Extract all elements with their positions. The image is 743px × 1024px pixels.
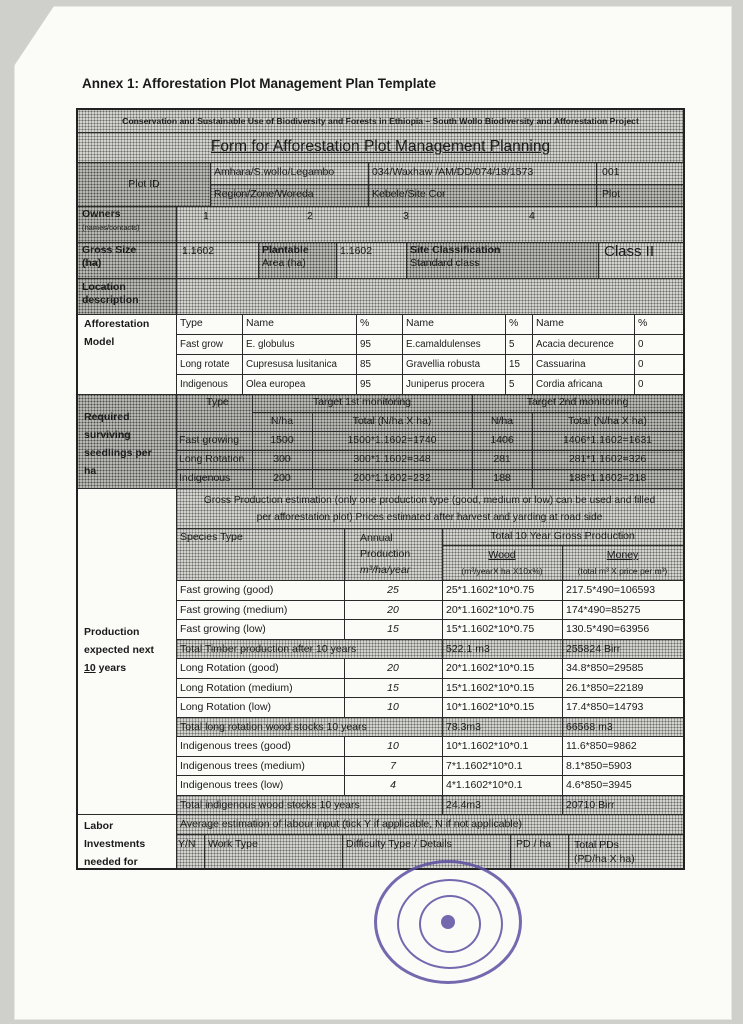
annual-header xyxy=(344,528,442,580)
region-label: Region/Zone/Woreda xyxy=(210,184,368,206)
location-label xyxy=(78,278,176,314)
model-cell: Cupresusa lusitanica xyxy=(246,359,337,370)
owner-slot-4: 4 xyxy=(529,210,535,222)
form-title xyxy=(78,132,683,162)
production-label-2: expected next xyxy=(84,644,155,656)
seed-target1: Target 1st monitoring xyxy=(312,396,412,408)
site-classification xyxy=(406,242,598,278)
prod-species: Fast growing (low) xyxy=(180,623,266,635)
prod-annual: 25 xyxy=(387,584,399,596)
model-title-2: Model xyxy=(84,336,115,348)
class-value: Class II xyxy=(598,242,683,278)
prod-money: 130.5*490=63956 xyxy=(566,623,650,635)
folded-corner xyxy=(14,6,54,66)
region-value: Amhara/S.wollo/Legambo xyxy=(210,162,368,184)
site-class-title: Site Classification xyxy=(410,244,501,256)
production-rows xyxy=(176,580,683,814)
seedlings-label xyxy=(78,394,176,488)
seed-cell: 188 xyxy=(493,472,511,484)
money-header xyxy=(562,545,683,580)
total-header: Total 10 Year Gross Production xyxy=(442,528,683,545)
seedlings-label-4: ha xyxy=(84,465,97,477)
production-label xyxy=(78,488,176,814)
model-cell: Juniperus procera xyxy=(406,379,485,390)
gross-size-value: 1.1602 xyxy=(176,242,258,278)
prod-wood: 15*1.1602*10*0.75 xyxy=(446,623,535,635)
document-heading: Annex 1: Afforestation Plot Management Plan Template xyxy=(82,76,437,91)
prod-wood: 20*1.1602*10*0.75 xyxy=(446,603,535,616)
prod-total-wood: 24.4m3 xyxy=(442,795,562,815)
prod-wood: 25*1.1602*10*0.75 xyxy=(446,584,535,596)
seed-cell: 1406*1.1602=1631 xyxy=(562,434,653,446)
owners-slots xyxy=(176,206,683,242)
prod-annual: 20 xyxy=(387,662,399,674)
plot-value: 001 xyxy=(596,162,683,184)
seed-cell: 281*1.1602=326 xyxy=(568,453,647,465)
prod-money: 17.4*850=14793 xyxy=(566,701,644,713)
model-cell: 85 xyxy=(360,359,371,370)
prod-species: Long Rotation (low) xyxy=(180,701,272,713)
labor-col-total-1: Total PDs xyxy=(574,839,619,851)
prod-species: Indigenous trees (good) xyxy=(180,740,291,752)
seed-cell: 300 xyxy=(273,453,291,465)
plot-id-label: Plot ID xyxy=(78,162,210,206)
seed-sub-3: Total (N/ha X ha) xyxy=(568,415,647,427)
prod-total-money: 66568 m3 xyxy=(562,717,683,737)
prod-species: Long Rotation (good) xyxy=(180,662,279,674)
owners-sublabel: (names/contacts) xyxy=(82,223,140,232)
prod-species: Indigenous trees (low) xyxy=(180,779,284,791)
prod-annual: 20 xyxy=(387,603,399,616)
seed-cell: 200 xyxy=(273,472,291,484)
production-intro-1: Gross Production estimation (only one production type (good, medium or low) can be used and filled xyxy=(203,495,656,506)
owners-label xyxy=(78,206,176,242)
plantable-title: Plantable xyxy=(262,244,309,256)
prod-annual: 7 xyxy=(390,759,396,772)
prod-total-wood: 522.1 m3 xyxy=(442,639,562,659)
prod-money: 4.6*850=3945 xyxy=(566,779,632,791)
seed-cell: 1406 xyxy=(490,434,514,446)
model-table xyxy=(176,314,683,394)
plantable-unit: Area (ha) xyxy=(262,257,306,269)
production-intro xyxy=(176,488,683,528)
seed-sub-2: N/ha xyxy=(490,415,514,427)
gross-size-title: Gross Size xyxy=(82,244,137,256)
seed-cell: 200*1.1602=232 xyxy=(353,472,431,484)
gross-size-label xyxy=(78,242,176,278)
prod-wood: 10*1.1602*10*0.15 xyxy=(446,701,535,713)
seed-cell: 1500*1.1602=1740 xyxy=(347,434,437,446)
annual-header-3: m³/ha/year xyxy=(360,564,411,576)
model-header-0: Type xyxy=(180,317,203,329)
annual-header-1: Annual xyxy=(360,532,393,544)
seed-cell: Long Rotation xyxy=(179,453,245,465)
model-cell: Gravellia robusta xyxy=(406,359,481,370)
official-stamp xyxy=(374,860,522,984)
plantable-label xyxy=(258,242,336,278)
model-header-3: Name xyxy=(406,317,435,329)
labor-label-1: Labor xyxy=(84,820,114,832)
model-cell: 95 xyxy=(360,379,371,390)
prod-wood: 7*1.1602*10*0.1 xyxy=(446,759,523,772)
model-cell: 0 xyxy=(638,359,644,370)
prod-total-money: 20710 Birr xyxy=(562,795,683,815)
prod-species: Fast growing (good) xyxy=(180,584,274,596)
prod-annual: 15 xyxy=(387,681,399,694)
species-type-header: Species Type xyxy=(176,528,344,580)
labor-col-total-2: (PD/ha X ha) xyxy=(574,853,635,865)
prod-total-label: Total long rotation wood stocks 10 years xyxy=(176,717,442,737)
prod-species: Indigenous trees (medium) xyxy=(180,759,305,772)
seedlings-label-2: surviving xyxy=(84,429,131,441)
prod-money: 11.6*850=9862 xyxy=(566,740,637,752)
labor-col-yn: Y/N xyxy=(176,834,204,868)
seed-cell: 281 xyxy=(493,453,511,465)
model-header-5: Name xyxy=(536,317,565,329)
prod-annual: 10 xyxy=(387,740,399,752)
model-cell: 0 xyxy=(638,339,644,350)
seed-sub-1: Total (N/ha X ha) xyxy=(352,415,432,427)
wood-header-unit: (m³/yearX ha X10x%) xyxy=(461,566,543,576)
seedlings-table xyxy=(176,394,683,488)
annual-header-2: Production xyxy=(360,548,411,560)
money-header-unit: (total m³ X price per m³) xyxy=(577,566,668,576)
owner-slot-3: 3 xyxy=(403,210,409,222)
model-header-4: % xyxy=(509,317,519,329)
model-header-6: % xyxy=(638,317,648,329)
plot-label: Plot xyxy=(596,184,683,206)
model-cell: 5 xyxy=(509,379,515,390)
kebele-value: 034/Waxhaw /AM/DD/074/18/1573 xyxy=(368,162,596,184)
owner-slot-2: 2 xyxy=(307,210,313,222)
prod-money: 217.5*490=106593 xyxy=(566,584,656,596)
prod-total-wood: 78.3m3 xyxy=(442,717,562,737)
model-cell: 0 xyxy=(638,379,644,390)
model-cell: Olea europea xyxy=(246,379,306,390)
seed-cell: 1500 xyxy=(270,434,294,446)
production-label-years-num: 10 xyxy=(84,662,96,674)
seed-sub-0: N/ha xyxy=(270,415,294,427)
model-cell: Indigenous xyxy=(180,379,228,390)
owner-slot-1: 1 xyxy=(203,210,209,222)
owners-title: Owners xyxy=(82,208,121,220)
prod-species: Fast growing (medium) xyxy=(180,603,288,616)
location-value xyxy=(176,278,683,314)
prod-wood: 15*1.1602*10*0.15 xyxy=(446,681,535,694)
production-label-1: Production xyxy=(84,626,140,638)
prod-annual: 10 xyxy=(387,701,399,713)
model-cell: Cordia africana xyxy=(536,379,603,390)
seed-cell: 188*1.1602=218 xyxy=(568,472,647,484)
location-title-2: description xyxy=(82,294,139,306)
model-cell: 15 xyxy=(509,359,520,370)
kebele-label: Kebele/Site Cor xyxy=(368,184,596,206)
prod-money: 174*490=85275 xyxy=(566,603,641,616)
production-intro-2: per afforestation plot) Prices estimated after harvest and yarding at road side xyxy=(256,512,603,523)
gross-size-unit: (ha) xyxy=(82,257,102,269)
project-line: Conservation and Sustainable Use of Biodiversity and Forests in Ethiopia – South Wollo Biodiversity and Afforestation Project xyxy=(78,110,683,132)
prod-species: Long Rotation (medium) xyxy=(180,681,293,694)
prod-money: 26.1*850=22189 xyxy=(566,681,644,694)
prod-wood: 4*1.1602*10*0.1 xyxy=(446,779,523,791)
prod-money: 34.8*850=29585 xyxy=(566,662,644,674)
model-cell: Long rotate xyxy=(180,359,230,370)
labor-col-difficulty: Difficulty Type / Details xyxy=(342,834,510,868)
prod-total-money: 255824 Birr xyxy=(562,639,683,659)
seed-cell: Indigenous xyxy=(179,472,231,484)
labor-label xyxy=(78,814,176,868)
wood-header-title: Wood xyxy=(488,549,516,561)
prod-total-label: Total indigenous wood stocks 10 years xyxy=(176,795,442,815)
seedlings-label-3: seedlings per xyxy=(84,447,152,459)
labor-col-worktype: Work Type xyxy=(204,834,342,868)
form-title-text: Form for Afforestation Plot Management Planning xyxy=(210,138,551,155)
seedlings-label-1: Required xyxy=(84,411,130,423)
labor-label-2: Investments xyxy=(84,838,146,850)
model-label xyxy=(78,314,176,394)
seed-cell: 300*1.1602=348 xyxy=(353,453,431,465)
model-cell: Acacia decurence xyxy=(536,339,614,350)
seed-target2: Target 2nd monitoring xyxy=(526,396,629,408)
seed-cell: Fast growing xyxy=(179,434,240,446)
labor-col-total xyxy=(568,834,683,868)
model-cell: E.camaldulenses xyxy=(406,339,481,350)
prod-wood: 20*1.1602*10*0.15 xyxy=(446,662,535,674)
labor-intro: Average estimation of labour input (tick Y if applicable, N if not applicable) xyxy=(176,814,683,834)
production-label-years: years xyxy=(98,662,127,674)
prod-annual: 15 xyxy=(387,623,399,635)
prod-money: 8.1*850=5903 xyxy=(566,759,632,772)
site-class-sub: Standard class xyxy=(410,257,480,269)
plantable-value: 1.1602 xyxy=(336,242,406,278)
model-header-1: Name xyxy=(246,317,275,329)
prod-annual: 4 xyxy=(390,779,396,791)
model-cell: Fast grow xyxy=(180,339,224,350)
labor-col-pdha: PD / ha xyxy=(510,834,568,868)
plan-form-table xyxy=(76,108,685,870)
seed-type-header: Type xyxy=(206,396,229,408)
model-cell: E. globulus xyxy=(246,339,295,350)
wood-header xyxy=(442,545,562,580)
model-cell: 95 xyxy=(360,339,371,350)
model-cell: Cassuarina xyxy=(536,359,586,370)
prod-total-label: Total Timber production after 10 years xyxy=(176,639,442,659)
model-cell: 5 xyxy=(509,339,515,350)
labor-label-3: needed for xyxy=(84,856,138,868)
location-title: Location xyxy=(82,281,126,293)
money-header-title: Money xyxy=(606,549,639,561)
prod-wood: 10*1.1602*10*0.1 xyxy=(446,740,529,752)
model-header-2: % xyxy=(360,317,370,329)
model-title: Afforestation xyxy=(84,318,150,330)
